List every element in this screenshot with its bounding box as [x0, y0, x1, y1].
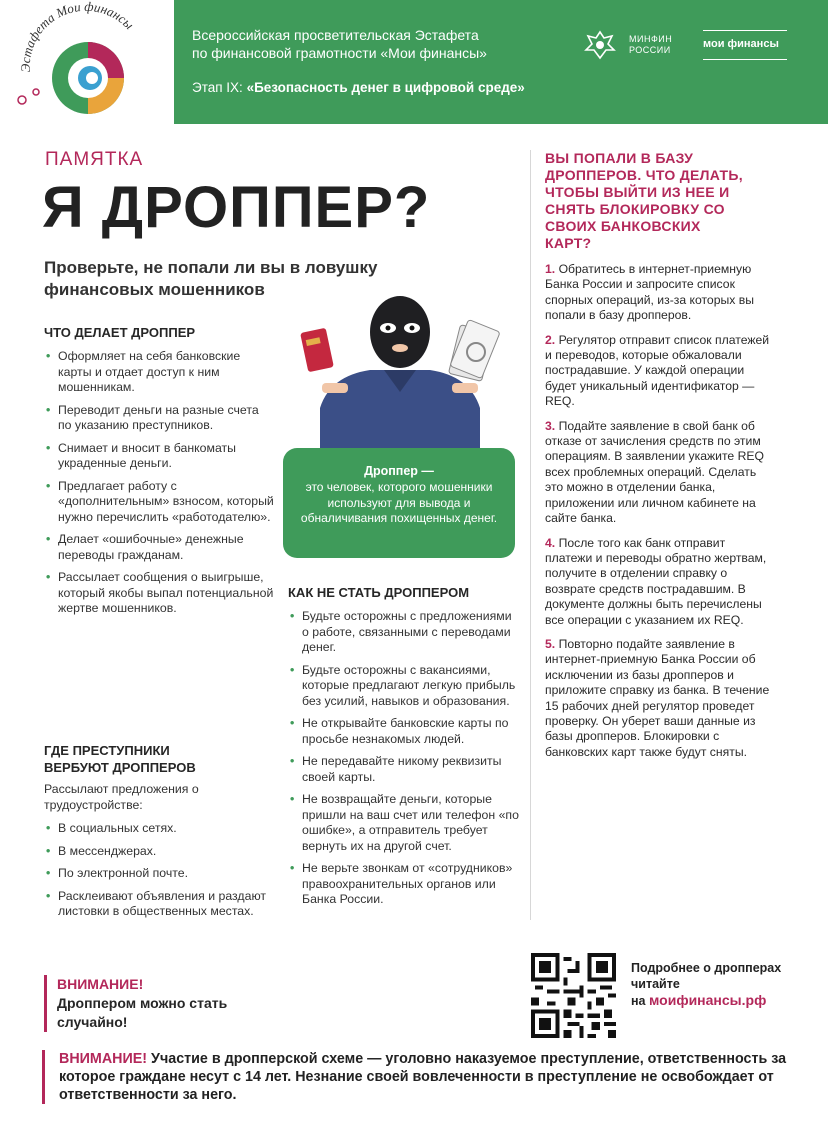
definition-title: Дроппер — [364, 464, 434, 478]
list-item: • Будьте осторожны с вакансиями, которые предлагают легкую прибыль без усилий, навыков и образования. [288, 663, 520, 710]
list-item: • Не открывайте банковские карты по просьбе незнакомых людей. [288, 716, 520, 747]
dropper-definition-box [283, 448, 515, 558]
how-not-heading: КАК НЕ СТАТЬ ДРОППЕРОМ [288, 585, 470, 600]
step-item [545, 637, 773, 760]
step-item [545, 419, 773, 527]
qr-code-icon [531, 953, 616, 1038]
list-item: • Расклеивают объявления и раздают листовки в общественных местах. [44, 889, 274, 920]
minfin-line-1: МИНФИН [629, 34, 673, 44]
header-line-1: Всероссийская просветительская Эстафета [192, 27, 479, 43]
more-info [631, 960, 811, 1009]
step-item [545, 262, 773, 324]
step-item [545, 333, 773, 410]
masked-person-illustration [300, 288, 500, 458]
recruit-list [44, 821, 274, 920]
steps-list [545, 262, 815, 760]
step-text: Регулятор отправит список платежей и переводов, которые обжаловали пострадавшие. У каждой операции будет уникальный идентификатор — REQ. [545, 332, 770, 409]
minfin-line-2: РОССИИ [629, 45, 671, 55]
logo-arc-text: Эстафета Мои финансы [17, 0, 137, 73]
stage-title [192, 80, 525, 95]
list-item: • Не возвращайте деньги, которые пришли на ваш счет или телефон «по ошибке», а отправитель требует вернуть их на другой счет. [288, 792, 520, 854]
how-not-section [288, 584, 520, 915]
definition-text: это человек, которого мошенники используют для вывода и обналичивания похищенных денег. [300, 480, 498, 525]
stage-name: «Безопасность денег в цифровой среде» [246, 80, 525, 95]
header-band [174, 0, 828, 124]
qr-code[interactable] [531, 953, 616, 1038]
warning-text: Дроппером можно стать случайно! [57, 995, 228, 1030]
minfin-logo [582, 28, 692, 62]
step-number: 5. [545, 636, 556, 651]
bottom-warning [42, 1050, 799, 1104]
recruit-section [44, 742, 274, 927]
step-number: 3. [545, 418, 556, 433]
warning-label: ВНИМАНИЕ! [57, 976, 144, 992]
stage-prefix: Этап IX: [192, 80, 247, 95]
list-item: • Оформляет на себя банковские карты и отдает доступ к ним мошенникам. [44, 349, 274, 396]
website-link[interactable]: моифинансы.рф [649, 992, 767, 1008]
step-text: Подайте заявление в свой банк об отказе от зачисления средств по этим операциям. В заявлении укажите REQ всех проблемных операций. Сделать это можно в отделении банка, приложении или личном кабинете на сайте банка. [545, 418, 764, 526]
bottom-warning-text: Участие в дропперской схеме — уголовно наказуемое преступление, ответственность за которое граждане несут с 14 лет. Незнание своей вовлеченности в преступление не освобождает от ответственности за него. [59, 1051, 787, 1103]
more-text: Подробнее о дропперах читайте [631, 961, 782, 991]
list-item: • Переводит деньги на разные счета по указанию преступников. [44, 403, 274, 434]
step-number: 4. [545, 535, 556, 550]
list-item: • Рассылает сообщения о выигрыше, который якобы выпал потенциальной жертве мошенников. [44, 570, 274, 617]
step-number: 1. [545, 262, 556, 276]
step-text: Повторно подайте заявление в интернет-приемную Банка России об исключении из базы дропперов и приложите справку из банка. В течение 15 рабочих дней регулятор проведет проверку. Он уберет ваши данные из базы дропперов. Блокировки с банковских карт также будут сняты. [545, 636, 770, 759]
header-line-2: по финансовой грамотности «Мои финансы» [192, 45, 487, 61]
more-link-line [631, 992, 811, 1009]
page-subtitle: Проверьте, не попали ли вы в ловушку финансовых мошенников [44, 258, 378, 299]
step-item [545, 536, 773, 628]
list-item: • Снимает и вносит в банкоматы украденные деньги. [44, 441, 274, 472]
brand-logo: мои финансы [703, 30, 787, 60]
step-number: 2. [545, 332, 556, 347]
bottom-warning-label: ВНИМАНИЕ! [59, 1051, 148, 1067]
list-item: • Будьте осторожны с предложениями о работе, связанными с переводами денег. [288, 609, 520, 656]
page-title: Я ДРОППЕР? [42, 175, 431, 240]
minfin-text [629, 34, 672, 56]
step-text: После того как банк отправит платежи и переводы обратно жертвам, получите в отделении справку о возврате средств пострадавшим. В документе должны быть перечислены все операции с указанием их REQ. [545, 535, 767, 627]
how-not-list [288, 609, 520, 908]
relay-logo [0, 0, 174, 124]
recruit-intro: Рассылают предложения о трудоустройстве: [44, 782, 199, 812]
what-list [44, 349, 274, 617]
what-heading: ЧТО ДЕЛАЕТ ДРОППЕР [44, 325, 196, 340]
warning-callout [44, 975, 257, 1032]
what-dropper-does-section [44, 324, 274, 624]
list-item: • Делает «ошибочные» денежные переводы гражданам. [44, 532, 274, 563]
list-item: • В мессенджерах. [44, 844, 274, 860]
exit-heading: ВЫ ПОПАЛИ В БАЗУ ДРОППЕРОВ. ЧТО ДЕЛАТЬ, ЧТОБЫ ВЫЙТИ ИЗ НЕЕ И СНЯТЬ БЛОКИРОВКУ СО СВОИХ БАНКОВСКИХ КАРТ? [545, 150, 743, 251]
exit-database-section [530, 150, 815, 920]
list-item: • По электронной почте. [44, 866, 274, 882]
step-text: Обратитесь в интернет-приемную Банка России и запросите список спорных операций, из-за которых вы попали в базу дропперов. [545, 262, 754, 323]
header [0, 0, 828, 124]
more-prefix: на [631, 994, 646, 1008]
list-item: • Не верьте звонкам от «сотрудников» правоохранительных органов или Банка России. [288, 861, 520, 908]
doc-type-label: ПАМЯТКА [45, 149, 144, 170]
eagle-emblem-icon [582, 28, 618, 62]
list-item: • Не передавайте никому реквизиты своей карты. [288, 754, 520, 785]
list-item: • Предлагает работу с «дополнительным» взносом, который нужно перечислить «работодателю». [44, 479, 274, 526]
list-item: • В социальных сетях. [44, 821, 274, 837]
recruit-heading: ГДЕ ПРЕСТУПНИКИ ВЕРБУЮТ ДРОППЕРОВ [44, 743, 196, 775]
